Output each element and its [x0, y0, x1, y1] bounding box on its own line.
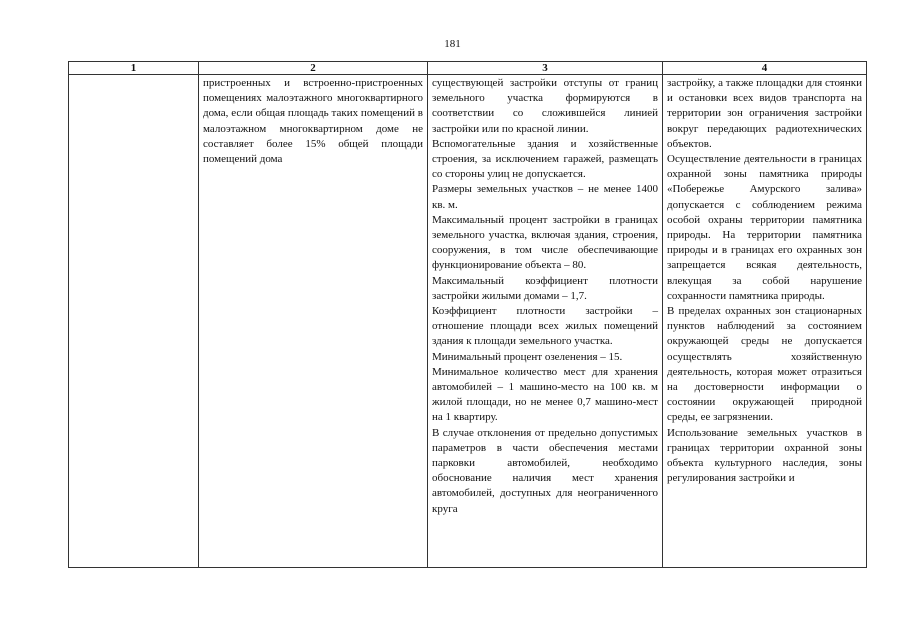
column-header-1: 1	[69, 62, 199, 75]
header-row	[69, 62, 867, 75]
cell-paragraph: Коэффициент плотности застройки – отношение площади всех жилых помещений здания к площади земельного участка.	[432, 305, 658, 348]
cell-paragraph: Осуществление деятельности в границах охранной зоны памятника природы «Побережье Амурского залива» допускается с соблюдением режима особой охраны территории памятника природы. На территории памятника природы и в границах его охранных зон запрещается всякая деятельность, влекущая за собой нарушение сохранности памятника природы.	[667, 153, 862, 302]
cell-paragraph: Использование земельных участков в границах территории охранной зоны объекта культурного наследия, зоны регулирования застройки и	[667, 426, 862, 485]
cell-paragraph: застройку, а также площадки для стоянки и остановки всех видов транспорта на территории зон ограничения застройки вокруг передающих радиотехнических объектов.	[667, 77, 862, 150]
regulations-table	[68, 61, 867, 568]
cell-paragraph: Максимальный процент застройки в границах земельного участка, включая здания, строения, сооружения, в том числе обеспечивающие функционирование объекта – 80.	[432, 213, 658, 272]
cell-paragraph: пристроенных и встроенно-пристроенных помещениях малоэтажного многоквартирного дома, если общая площадь таких помещений в малоэтажном многоквартирном доме не составляет более 15% общей площади помещений дома	[203, 77, 423, 166]
table-cell-col2	[199, 75, 428, 568]
column-header-4: 4	[663, 62, 867, 75]
cell-paragraph: В пределах охранных зон стационарных пунктов наблюдений за состоянием окружающей среды не допускается осуществлять хозяйственную деятельность, которая может отразиться на достоверности информации о состоянии окружающей природной среды, ее загрязнении.	[667, 305, 862, 424]
cell-paragraph: существующей застройки отступы от границ земельного участка формируются в соответствии со сложившейся линией застройки или по красной линии.	[432, 77, 658, 135]
cell-paragraph: Максимальный коэффициент плотности застройки жилыми домами – 1,7.	[432, 274, 658, 302]
column-header-2: 2	[199, 62, 428, 75]
cell-paragraph: Размеры земельных участков – не менее 1400 кв. м.	[432, 183, 658, 211]
table-row	[69, 75, 867, 568]
column-header-3: 3	[428, 62, 663, 75]
cell-paragraph: В случае отклонения от предельно допустимых параметров в части обеспечения местами парковки автомобилей, необходимо обоснование наличия мест хранения автомобилей, доступных для неограниченного круга	[432, 426, 658, 515]
page-number: 181	[444, 38, 461, 50]
table-cell-col1	[69, 75, 199, 568]
table-cell-col4	[663, 75, 867, 568]
table-cell-col3	[428, 75, 663, 568]
cell-paragraph: Минимальный процент озеленения – 15.	[432, 350, 623, 363]
cell-paragraph: Минимальное количество мест для хранения автомобилей – 1 машино-место на 100 кв. м жилой площади, но не менее 0,7 машино-мест на 1 квартиру.	[432, 365, 658, 424]
cell-paragraph: Вспомогательные здания и хозяйственные строения, за исключением гаражей, размещать со стороны улиц не допускается.	[432, 137, 658, 181]
